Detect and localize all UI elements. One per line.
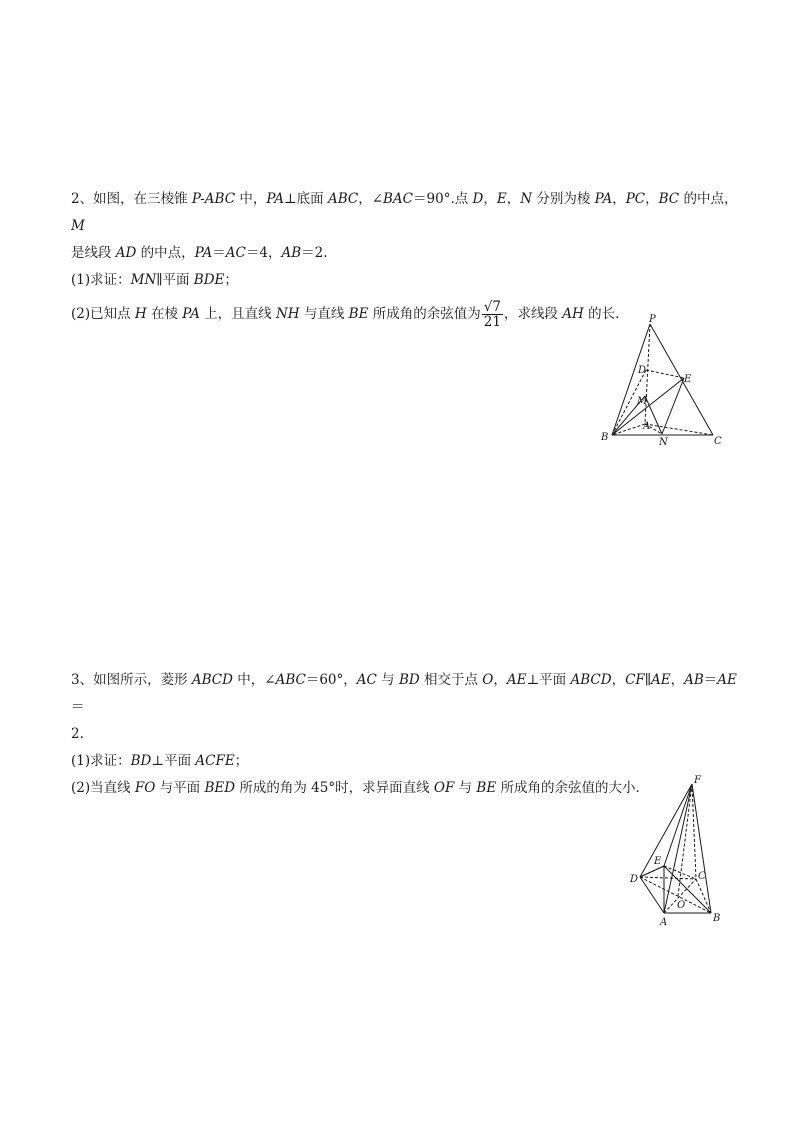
label-c: C	[714, 436, 722, 447]
q2-part-2: (2)已知点 H 在棱 PA 上，且直线 NH 与直线 BE 所成角的余弦值为 $\frac{√7}{21}$ ，求线段 AH 的长．	[71, 299, 629, 330]
q3-part-1: (1)求证：BD⊥平面 ACFE；	[71, 753, 249, 769]
label-c: C	[698, 871, 706, 882]
q3-stem-line-1: 3、如图所示，菱形 ABCD 中，∠ABC＝60°，AC 与 BD 相交于点 O，AE⊥平面 ABCD，CF∥AE，AB＝AE＝	[71, 672, 737, 715]
fraction-sqrt7-over-21	[482, 300, 503, 329]
q3-stem-line-2: 2.	[71, 726, 84, 742]
edge-ef	[664, 784, 692, 866]
segment-ec	[664, 866, 696, 879]
q3-part-2: (2)当直线 FO 与平面 BED 所成的角为 45°时，求异面直线 OF 与 BE 所成角的余弦值的大小．	[71, 780, 649, 796]
label-f: F	[694, 775, 701, 786]
label-e: E	[684, 374, 692, 385]
edge-dc	[640, 877, 696, 879]
fraction-denominator: 21	[483, 314, 501, 330]
edge-fb	[692, 784, 711, 913]
q2-stem-line-1: 2、如图，在三棱锥 P-ABC 中，PA⊥底面 ABC，∠BAC＝90°.点 D，E，N 分别为棱 PA，PC，BC 的中点，M	[71, 191, 738, 234]
edge-fd	[640, 784, 692, 877]
q2-part-1: (1)求证：MN∥平面 BDE；	[71, 272, 238, 288]
label-d: D	[638, 365, 647, 376]
fraction-numerator: √7	[483, 299, 501, 315]
label-b: B	[713, 913, 721, 924]
label-n: N	[659, 437, 668, 448]
label-e: E	[654, 856, 662, 867]
question-2	[71, 186, 741, 329]
edge-pb	[612, 324, 650, 435]
edge-da	[640, 877, 664, 913]
label-a: A	[643, 421, 651, 432]
figure-tetrahedron-pabc	[596, 312, 726, 452]
label-p: P	[649, 314, 656, 325]
q2-stem-line-2: 是线段 AD 的中点，PA＝AC＝4，AB＝2.	[71, 245, 328, 261]
label-m: M	[637, 396, 648, 407]
label-b: B	[601, 432, 609, 443]
label-a: A	[660, 917, 668, 928]
figure-rhombus-pyramid	[626, 772, 736, 932]
label-d: D	[630, 874, 639, 885]
label-o: O	[677, 900, 686, 911]
diagonal-db	[640, 877, 711, 913]
